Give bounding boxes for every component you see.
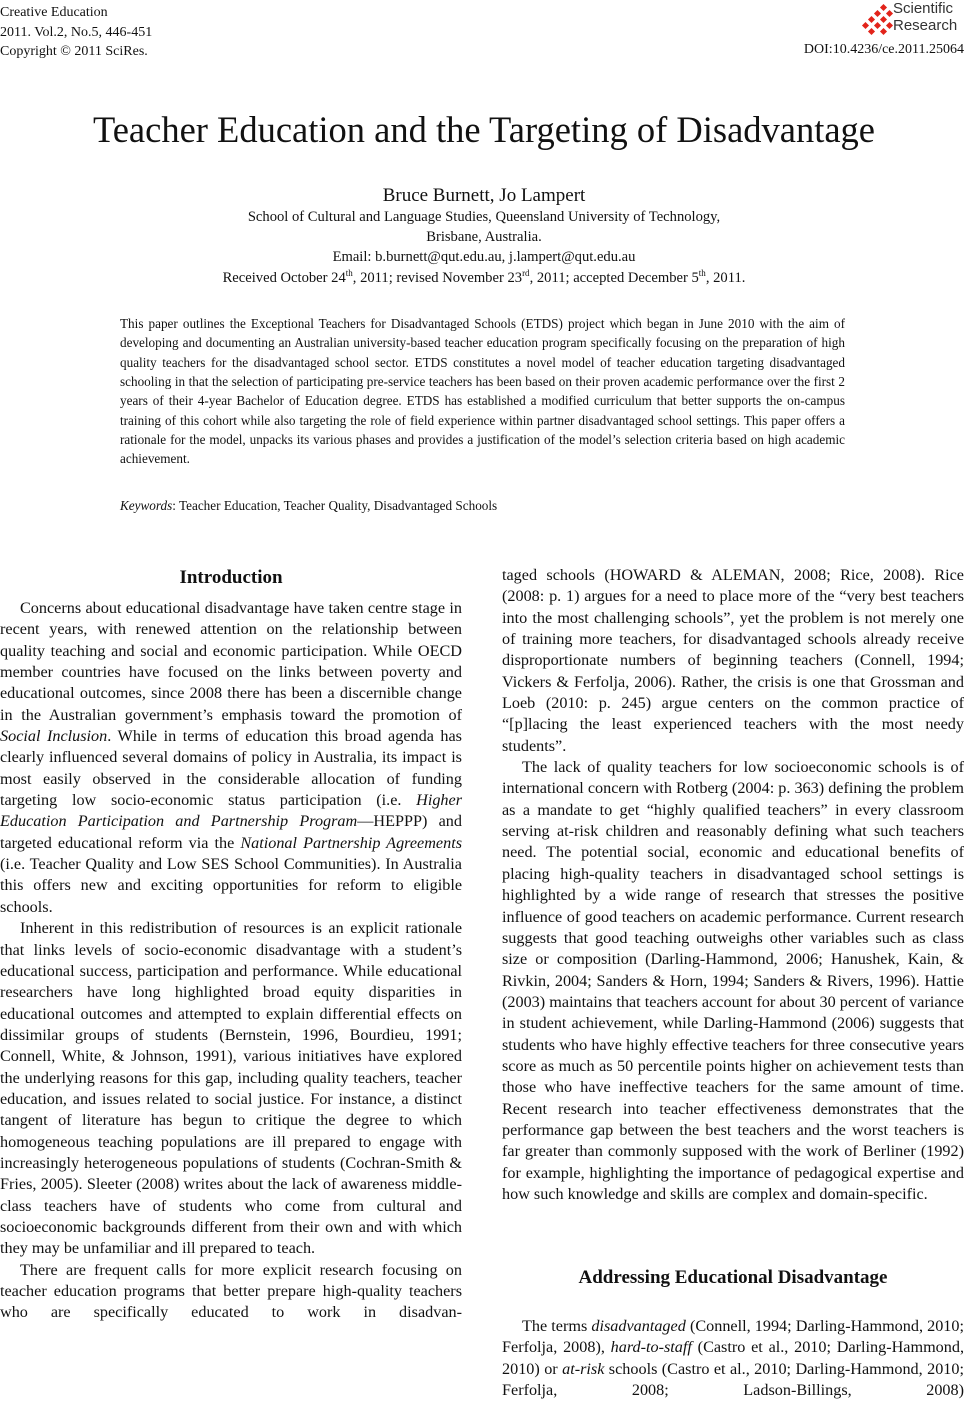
paragraph — [502, 565, 964, 757]
right-column — [502, 565, 964, 1205]
italic-text: disadvantaged — [591, 1317, 686, 1335]
italic-text: National Partnership Agreements — [240, 833, 462, 852]
italic-text: Social Inclusion — [0, 727, 108, 746]
text-run: Inherent in this redistribution of resources is an explicit rationale that links levels of socio-economic disadvantage with a student’s educational success, participation and performance. While educational researchers have long highlighted broad equity disparities in educational outcomes and attempted to explain differential effects on dissimilar groups of students (Bernstein, 1996, Bourdieu, 1991; Connell, White, & Johnson, 1991), various initiatives have explored the underlying reasons for this gap, including quality teachers, teacher education, and issues related to social justice. For instance, a distinct tangent of literature has begun to critique the degree to which homogeneous teaching populations are ill prepared to engage with increasingly heterogeneous populations of students (Cochran-Smith & Fries, 2005). Sleeter (2008) writes about the lack of awareness middle-class teachers have of students who come from cultural and socioeconomic backgrounds different from their own and with which they may be unfamiliar and ill prepared to teach. — [0, 919, 462, 1258]
italic-text: at-risk — [562, 1359, 605, 1378]
paragraph — [0, 918, 462, 1260]
text-run: Received October 24 — [222, 269, 346, 286]
paragraph — [0, 598, 462, 918]
text-run: There are frequent calls for more explicit research focusing on teacher education programs that better prepare high-quality teachers who are specifically educated to work in disadvan- — [0, 1260, 462, 1322]
journal-name: Creative Education — [0, 5, 108, 20]
text-run: The lack of quality teachers for low socioeconomic schools is of international concern with Rotberg (2004: p. 363) defining the problem as a mandate to get “highly qualified teachers” in every classroom serving at-risk children and reasonably defining what such teachers need. The potential social, economic and educational benefits of placing high-quality teachers in disadvantaged school settings is highlighted by a wide range of research that stresses the positive influence of good teachers on academic performance. Current research suggests that good teaching outweighs other variables such as class size or composition (Darling-Hammond, 2006; Hanushek, Kain, & Rivkin, 2004; Sanders & Horn, 1994; Sanders & Rivers, 1996). Hattie (2003) maintains that teachers account for about 30 percent of variance in student achievement, while Darling-Hammond (2006) suggests that students who have highly effective teachers for three consecutive years score as much as 50 percentile points higher on achievement tests than those who have ineffective teachers for the same amount of time. Recent research into teacher effectiveness demonstrates that the performance gap between the best teachers and the worst teachers is far greater than commonly supposed with the work of Berliner (1992) for example, highlighting the importance of pedagogical expertise and how such knowledge and skills are complex and domain-specific. — [502, 758, 964, 1203]
copyright: Copyright © 2011 SciRes. — [0, 44, 148, 59]
paragraph — [502, 757, 964, 1205]
keywords-list: : Teacher Education, Teacher Quality, Disadvantaged Schools — [172, 498, 498, 513]
keywords-label: Keywords — [120, 498, 173, 513]
paragraph — [502, 1316, 964, 1401]
text-run: (Connell, 1994; Darling-Hammond, 2010; Ferfolja, 2008), — [502, 1317, 964, 1357]
text-run: (i.e. Teacher Quality and Low SES School Communities). In Australia this offers new and exciting opportunities for reform to eligible schools. — [0, 855, 462, 916]
email: Email: b.burnett@qut.edu.au, j.lampert@qut.edu.au — [332, 249, 636, 265]
paragraph — [0, 1260, 462, 1324]
section-heading-introduction: Introduction — [179, 567, 283, 588]
text-run: . While in terms of education this broad agenda has clearly influenced several domains of policy in Australia, its impact is most easily observed in the considerable allocation of funding targeting low socio-economic status participation (i.e. — [0, 727, 462, 810]
logo-text-2: Research — [893, 17, 958, 34]
affiliation-location: Brisbane, Australia. — [426, 229, 542, 245]
section-heading-addressing-disadvantage: Addressing Educational Disadvantage — [578, 1267, 888, 1288]
text-run: , 2011; accepted December 5 — [529, 269, 699, 286]
text-run: , 2011. — [705, 269, 746, 286]
received-dates — [0, 268, 968, 287]
ordinal-suffix: rd — [522, 268, 530, 278]
text-run: —HEPPP) and targeted educational reform via the — [0, 812, 462, 852]
text-run: (Castro et al., 2010; Darling-Hammond, 2010) or — [502, 1338, 964, 1378]
section2-column — [502, 1316, 964, 1401]
logo-text-1: Scientific — [893, 0, 954, 17]
text-run: schools (Castro et al., 2010; Darling-Hammond, 2010; Ferfolja, 2008; Ladson-Billings, 2008) — [502, 1359, 964, 1400]
doi: DOI:10.4236/ce.2011.25064 — [803, 42, 964, 57]
italic-text: hard-to-staff — [610, 1338, 692, 1357]
ordinal-suffix: th — [345, 268, 353, 278]
keywords — [120, 498, 497, 514]
text-run: , 2011; revised November 23 — [352, 269, 523, 286]
text-run: taged schools (HOWARD & ALEMAN, 2008; Rice, 2008). Rice (2008: p. 1) argues for a need to place more of the “very best teachers into the most challenging schools”, yet the problem is not merely one of training more teachers, for disadvantaged schools already receive disproportionate numbers of beginning teachers (Connell, 1994; Vickers & Ferfolja, 2006). Rather, the crisis is one that Grossman and Loeb (2010: p. 245) argue centers on the common practice of “[p]lacing the least experienced teachers with the most needy students”. — [502, 566, 964, 755]
text-run: The terms — [522, 1317, 592, 1335]
publisher-logo — [858, 0, 966, 36]
journal-header — [0, 3, 152, 62]
authors: Bruce Burnett, Jo Lampert — [382, 185, 586, 206]
left-column — [0, 598, 462, 1324]
affiliation: School of Cultural and Language Studies, Queensland University of Technology, — [247, 209, 721, 225]
paper-title: Teacher Education and the Targeting of Disadvantage — [92, 109, 876, 150]
journal-volume: 2011. Vol.2, No.5, 446-451 — [0, 24, 153, 40]
ordinal-suffix: th — [698, 268, 706, 278]
text-run: Concerns about educational disadvantage have taken centre stage in recent years, with renewed attention on the relationship between quality teaching and social and economic participation. While OECD member countries have focused on the links between poverty and educational outcomes, since 2008 there has been a discernible change in the Australian government’s emphasis toward the promotion of — [0, 599, 462, 724]
italic-text: Higher Education Participation and Partnership Program — [0, 791, 462, 831]
logo-diamonds-icon — [862, 4, 892, 34]
abstract: This paper outlines the Exceptional Teachers for Disadvantaged Schools (ETDS) project which began in June 2010 with the aim of developing and documenting an Australian university-based teacher education program specifically focusing on the preparation of high quality teachers for the disadvantaged school sector. ETDS constitutes a novel model of teacher education targeting disadvantaged schooling in that the selection of participating pre-service teachers has been based on their proven academic performance over the first 2 years of their 4-year Bachelor of Education degree. ETDS has established a modified curriculum that better supports the on-campus training of this cohort while also targeting the role of field experience within partner disadvantaged school settings. This paper offers a rationale for the model, unpacks its various phases and provides a justification of the model’s selection criteria based on high academic achievement. — [120, 316, 845, 467]
